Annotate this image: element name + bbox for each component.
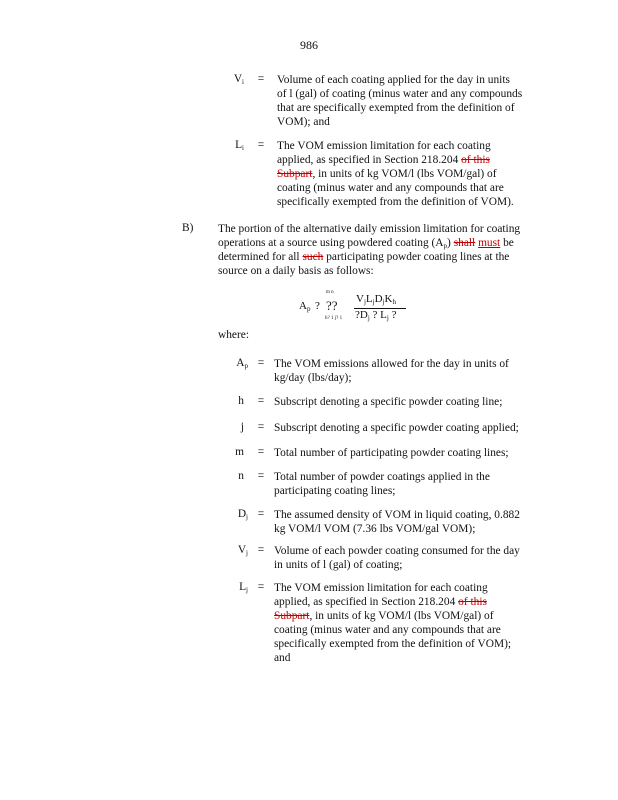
definition-d-j: The assumed density of VOM in liquid coating, 0.882 kg VOM/l VOM (7.36 lbs VOM/gal VOM); [274, 509, 520, 535]
symbol-l-i: $L_i$ [235, 139, 244, 152]
equals-sign: = [257, 581, 265, 593]
formula [296, 290, 416, 327]
definition-j: Subscript denoting a specific powder coating applied; [274, 422, 519, 434]
equals-sign: = [257, 544, 265, 556]
deleted-text: shall [453, 237, 476, 249]
symbol-m: m [235, 446, 244, 458]
deleted-text: of this [461, 154, 490, 166]
formula-numerator: $V_jL_jD_jK_h$ [356, 293, 396, 306]
symbol-v-i: $V_i$ [233, 73, 244, 86]
symbol-j: j [240, 421, 244, 433]
definition-m: Total number of participating powder coating lines; [274, 447, 509, 459]
inserted-text: must [478, 237, 501, 249]
sum-upper-limits: m n [326, 290, 334, 295]
formula-equals: ? [315, 300, 320, 312]
formula-lhs: $A_p$ [299, 300, 311, 313]
section-b-paragraph: The portion of the alternative daily emission limitation for coating operations at a source using powdered coating $(A_p)$ shall must be determined for all such participating powder coating lines at the source on a daily basis as follows: [218, 223, 521, 277]
symbol-n: n [238, 470, 244, 482]
definition-l-j: The VOM emission limitation for each coating applied, as specified in Section 218.204 of this Subpart, in units of kg VOM/l (lbs VOM/gal) of coating (minus water and any compounds that are specifically exempted from the definition of VOM); and [274, 582, 512, 664]
definition-v-j: Volume of each powder coating consumed for the day in units of l (gal) of coating; [274, 545, 520, 571]
definition-v-i: Volume of each coating applied for the day in units of l (gal) of coating (minus water and any compounds that are specifically exempted from the definition of VOM); and [277, 74, 523, 128]
section-label-b: B) [182, 222, 194, 234]
definition-n: Total number of powder coatings applied in the participating coating lines; [274, 471, 490, 497]
summation-symbols: ?? [326, 298, 338, 313]
deleted-text: Subpart [274, 610, 310, 622]
equals-sign: = [257, 470, 265, 482]
equals-sign: = [257, 446, 265, 458]
where-label: where: [218, 329, 249, 341]
equals-sign: = [257, 421, 265, 433]
equals-sign: = [257, 139, 265, 151]
symbol-h: h [238, 395, 244, 407]
equals-sign: = [257, 395, 265, 407]
deleted-text: of this [458, 596, 487, 608]
equals-sign: = [257, 508, 265, 520]
equals-sign: = [257, 357, 265, 369]
page-number: 986 [300, 38, 318, 52]
symbol-l-j: $L_j$ [239, 581, 248, 594]
formula-denominator: $?D_j$ ? $L_j$ ? [355, 309, 397, 322]
definition-h: Subscript denoting a specific powder coating line; [274, 396, 503, 408]
symbol-v-j: $V_j$ [237, 544, 248, 557]
deleted-text: Subpart [277, 168, 313, 180]
deleted-text: such [302, 251, 324, 263]
symbol-a-p: $A_p$ [236, 357, 248, 370]
definition-l-i: The VOM emission limitation for each coating applied, as specified in Section 218.204 of this Subpart, in units of kg VOM/l (lbs VOM/gal) of coating (minus water and any compounds that are specifically exempted from the definition of VOM). [277, 140, 514, 208]
sum-lower-limits: h? 1 j? 1 [325, 316, 343, 321]
equals-sign: = [257, 73, 265, 85]
symbol-d-j: $D_j$ [237, 508, 248, 521]
definition-a-p: The VOM emissions allowed for the day in units of kg/day (lbs/day); [274, 358, 509, 384]
